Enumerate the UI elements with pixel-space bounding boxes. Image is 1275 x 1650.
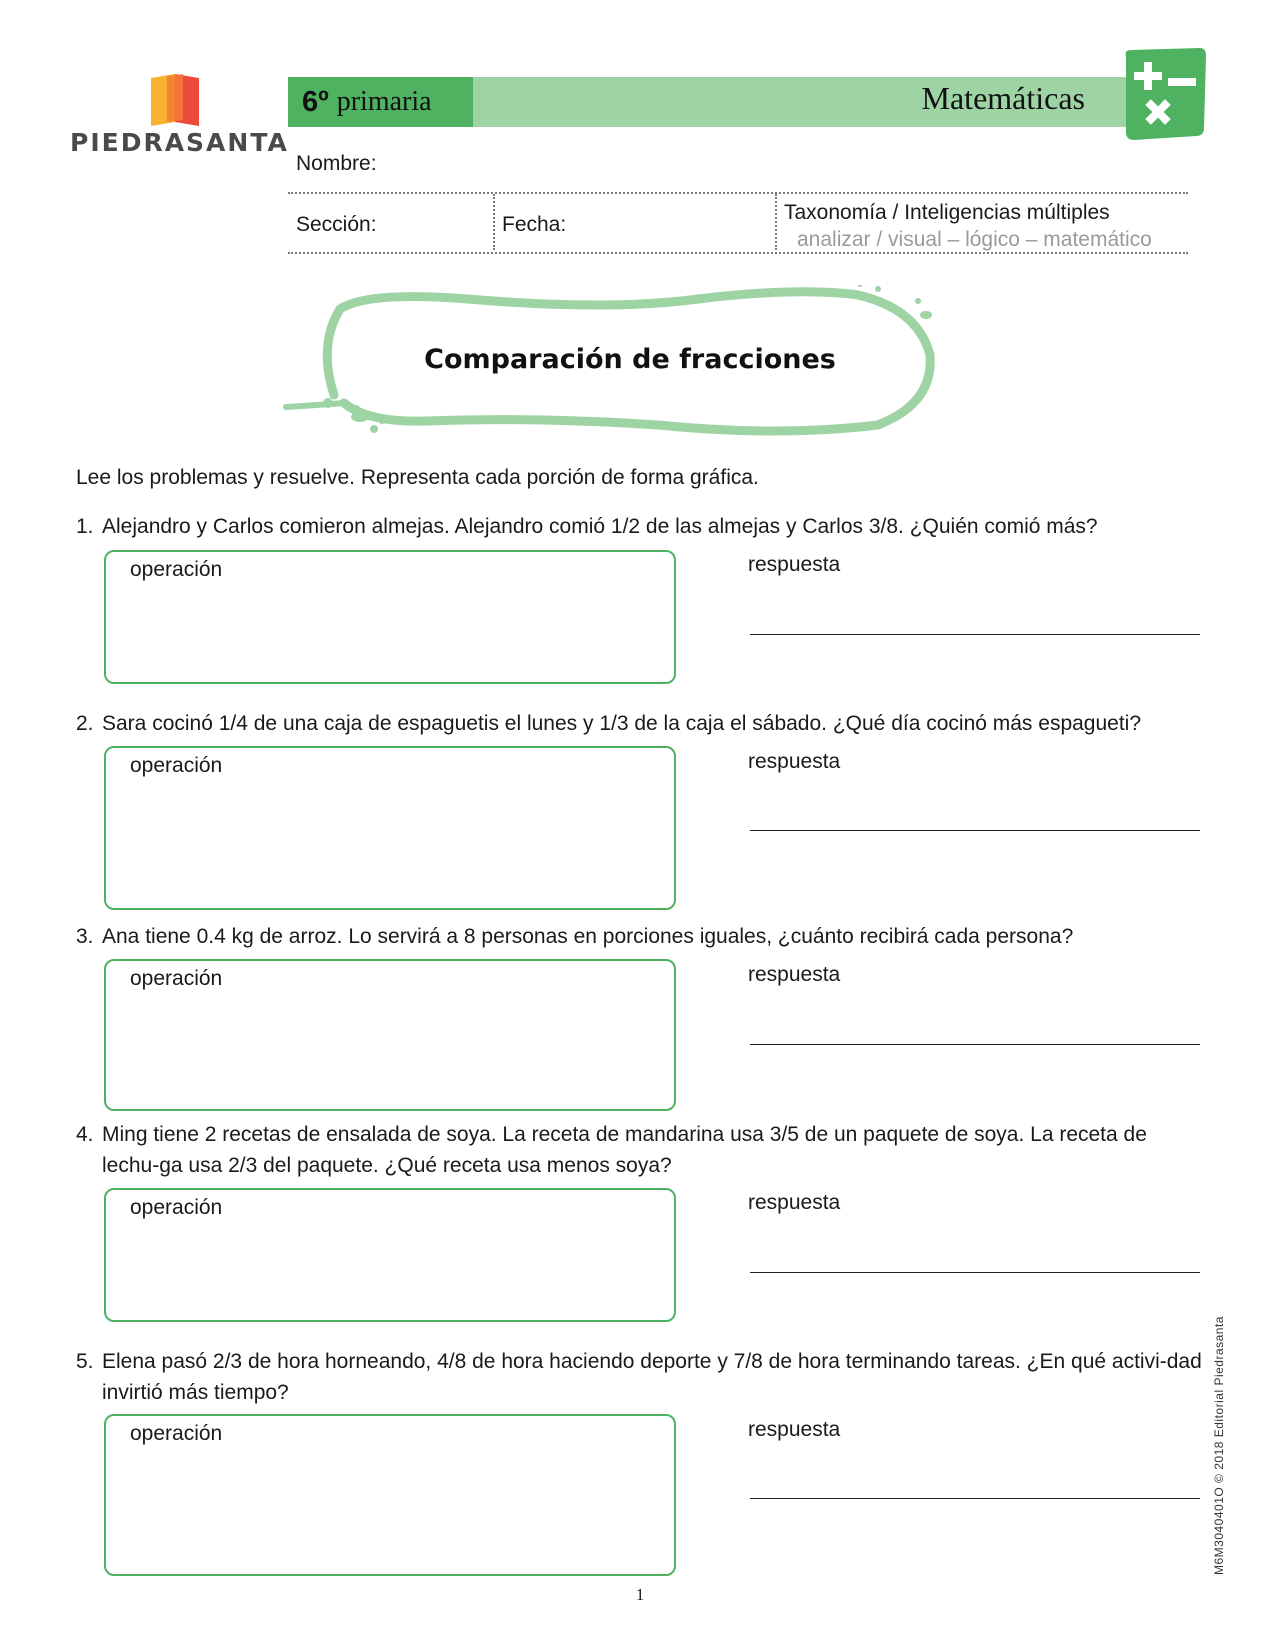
- answer-line-3[interactable]: [750, 1044, 1200, 1045]
- book-logo-icon: [147, 72, 207, 126]
- info-divider-v2: [775, 194, 777, 250]
- answer-label-5: respuesta: [748, 1418, 841, 1441]
- problem-number: 5.: [76, 1350, 94, 1373]
- worksheet-title: Comparación de fracciones: [424, 344, 836, 375]
- operation-label: operación: [130, 1196, 223, 1219]
- info-divider-top: [288, 192, 1188, 194]
- answer-line-2[interactable]: [750, 830, 1200, 831]
- grade-number: 6º: [302, 85, 329, 118]
- problem-1: [76, 511, 1206, 542]
- problem-text: Ana tiene 0.4 kg de arroz. Lo servirá a 8 personas en porciones iguales, ¿cuánto recibirá cada persona?: [102, 925, 1074, 948]
- info-divider-bottom: [288, 252, 1188, 254]
- problem-text: Ming tiene 2 recetas de ensalada de soya. La receta de mandarina usa 3/5 de un paquete de soya. La receta de lechu-ga usa 2/3 del paquete. ¿Qué receta usa menos soya?: [102, 1123, 1147, 1177]
- problem-number: 1.: [76, 515, 94, 538]
- answer-line-1[interactable]: [750, 634, 1200, 635]
- problem-number: 3.: [76, 925, 94, 948]
- problem-2: [76, 708, 1206, 739]
- logo-text: PIEDRASANTA: [70, 128, 289, 157]
- operation-label: operación: [130, 1422, 223, 1445]
- math-operations-icon: [1120, 48, 1206, 140]
- publisher-logo: [70, 70, 289, 170]
- date-label: Fecha:: [502, 213, 567, 236]
- page-number: 1: [635, 1585, 645, 1604]
- copyright-note: M6M3040401O © 2018 Editorial Piedrasanta: [1212, 1316, 1226, 1575]
- problem-number: 4.: [76, 1123, 94, 1146]
- operation-label: operación: [130, 967, 223, 990]
- instructions: Lee los problemas y resuelve. Representa cada porción de forma gráfica.: [76, 466, 759, 489]
- problem-text: Elena pasó 2/3 de hora horneando, 4/8 de hora haciendo deporte y 7/8 de hora terminando tareas. ¿En qué activi-dad invirtió más tiempo?: [102, 1350, 1202, 1404]
- answer-label-1: respuesta: [748, 553, 841, 576]
- operation-box-4[interactable]: [104, 1188, 676, 1322]
- operation-box-5[interactable]: [104, 1414, 676, 1576]
- subject-title: Matemáticas: [921, 80, 1085, 116]
- operation-label: operación: [130, 754, 223, 777]
- problem-5: [76, 1346, 1206, 1408]
- operation-label: operación: [130, 558, 223, 581]
- problem-3: [76, 921, 1206, 952]
- problem-4: [76, 1119, 1206, 1181]
- answer-label-4: respuesta: [748, 1191, 841, 1214]
- problem-text: Sara cocinó 1/4 de una caja de espaguetis el lunes y 1/3 de la caja el sábado. ¿Qué día cocinó más espagueti?: [102, 712, 1142, 735]
- grade-label: primaria: [336, 86, 432, 117]
- operation-box-2[interactable]: [104, 746, 676, 910]
- problem-number: 2.: [76, 712, 94, 735]
- section-label: Sección:: [296, 213, 377, 236]
- operation-box-1[interactable]: [104, 550, 676, 684]
- answer-line-5[interactable]: [750, 1498, 1200, 1499]
- taxonomy-value: analizar / visual – lógico – matemático: [797, 228, 1152, 251]
- answer-label-2: respuesta: [748, 750, 841, 773]
- info-divider-v1: [493, 194, 495, 250]
- grade-badge: [288, 77, 473, 127]
- answer-line-4[interactable]: [750, 1272, 1200, 1273]
- problem-text: Alejandro y Carlos comieron almejas. Alejandro comió 1/2 de las almejas y Carlos 3/8. ¿Quién comió más?: [102, 515, 1098, 538]
- operation-box-3[interactable]: [104, 959, 676, 1111]
- answer-label-3: respuesta: [748, 963, 841, 986]
- taxonomy-label: Taxonomía / Inteligencias múltiples: [784, 201, 1110, 224]
- name-label: Nombre:: [296, 152, 377, 175]
